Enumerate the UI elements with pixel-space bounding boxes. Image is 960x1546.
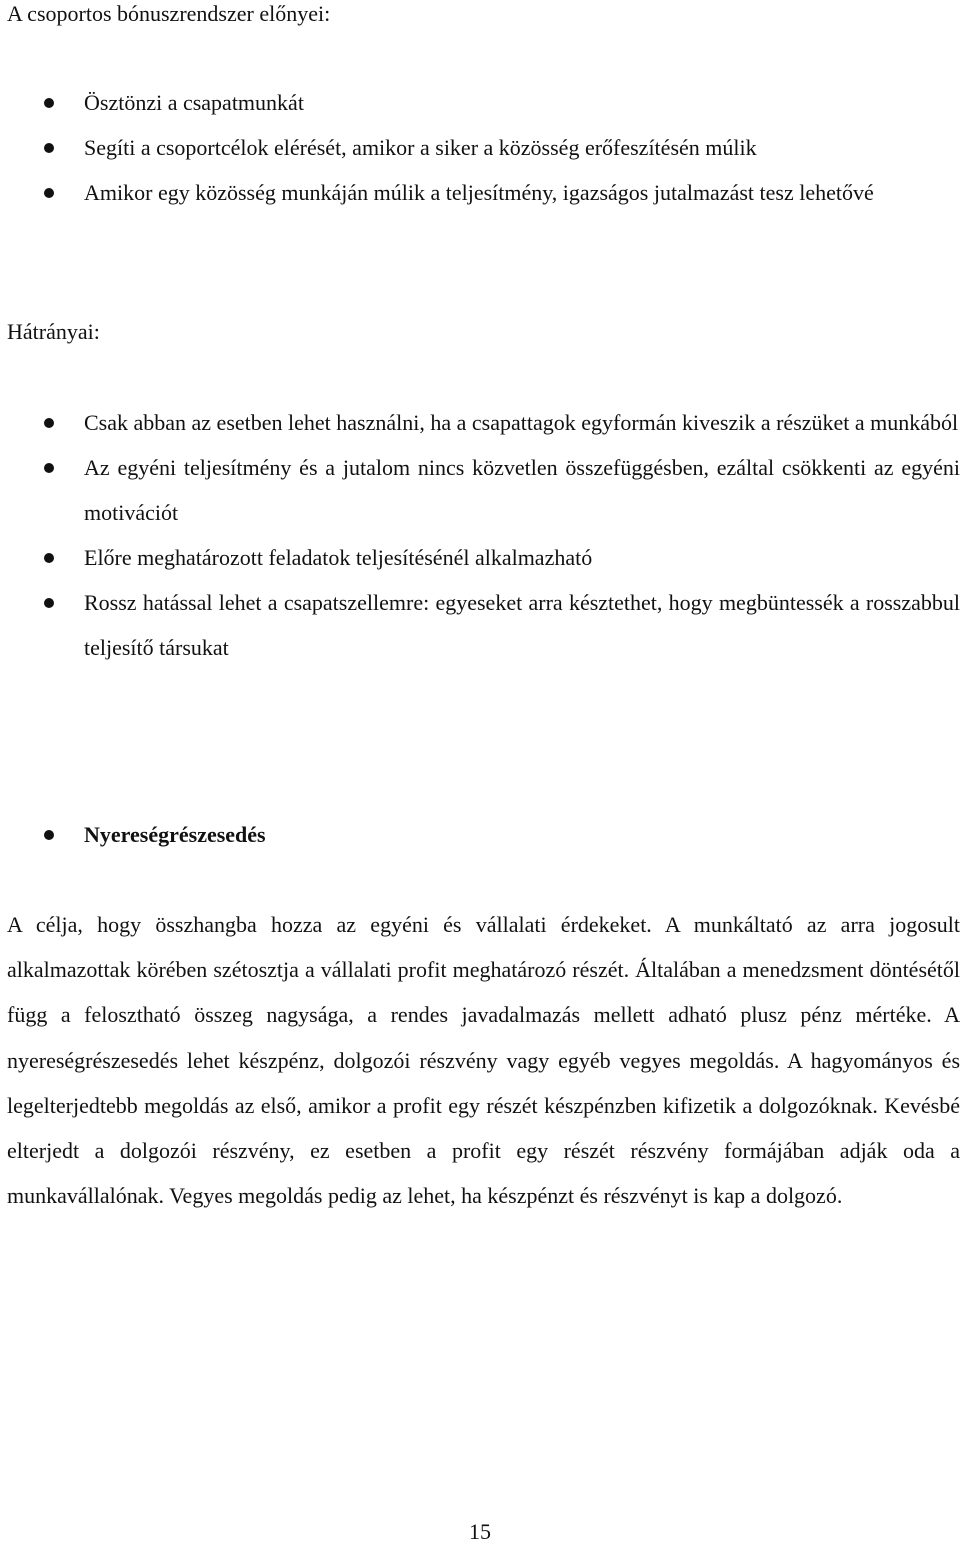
list-item: [0, 80, 960, 125]
list-item: [0, 170, 960, 215]
bullet-icon: [44, 98, 54, 108]
bullet-icon: [44, 830, 54, 840]
advantages-heading: A csoportos bónuszrendszer előnyei:: [7, 1, 331, 26]
bullet-icon: [44, 418, 54, 428]
advantages-list: [0, 80, 960, 215]
page-number: 15: [469, 1519, 491, 1544]
list-item: [0, 812, 960, 857]
profit-sharing-heading: Nyereségrészesedés: [84, 822, 266, 847]
list-item-text: Ösztönzi a csapatmunkát: [84, 90, 304, 115]
bullet-icon: [44, 143, 54, 153]
bullet-icon: [44, 188, 54, 198]
list-item-text: Csak abban az esetben lehet használni, ha a csapattagok egyformán kiveszik a részüket a munkából: [84, 410, 959, 435]
profit-sharing-paragraph: A célja, hogy összhangba hozza az egyéni és vállalati érdekeket. A munkáltató az arra jogosult alkalmazottak körében szétosztja a vállalati profit meghatározó részét. Általában a menedzsment döntésétől függ a felosztható összeg nagysága, a rendes javadalmazás mellett adható plusz pénz mértéke. A nyereségrészesedés lehet készpénz, dolgozói részvény vagy egyéb vegyes megoldás. A hagyományos és legelterjedtebb megoldás az első, amikor a profit egy részét készpénzben kifizetik a dolgozóknak. Kevésbé elterjedt a dolgozói részvény, ez esetben a profit egy részét részvény formájában adják oda a munkavállalónak. Vegyes megoldás pedig az lehet, ha készpénzt és részvényt is kap a dolgozó.: [7, 912, 960, 1209]
list-item-text: Rossz hatással lehet a csapatszellemre: egyeseket arra késztethet, hogy megbüntessék a rosszabbul teljesítő társukat: [84, 590, 960, 660]
list-item: [0, 125, 960, 170]
bullet-icon: [44, 463, 54, 473]
list-item-text: Amikor egy közösség munkáján múlik a teljesítmény, igazságos jutalmazást tesz lehetővé: [84, 180, 874, 205]
list-item-text: Az egyéni teljesítmény és a jutalom nincs közvetlen összefüggésben, ezáltal csökkenti az egyéni motivációt: [84, 455, 960, 525]
list-item: [0, 445, 960, 535]
list-item: [0, 535, 960, 580]
list-item: [0, 400, 960, 445]
profit-sharing-list: [0, 812, 960, 857]
bullet-icon: [44, 553, 54, 563]
disadvantages-list: [0, 400, 960, 670]
list-item: [0, 580, 960, 670]
list-item-text: Előre meghatározott feladatok teljesítésénél alkalmazható: [84, 545, 593, 570]
bullet-icon: [44, 598, 54, 608]
list-item-text: Segíti a csoportcélok elérését, amikor a siker a közösség erőfeszítésén múlik: [84, 135, 757, 160]
disadvantages-heading: Hátrányai:: [7, 319, 100, 344]
